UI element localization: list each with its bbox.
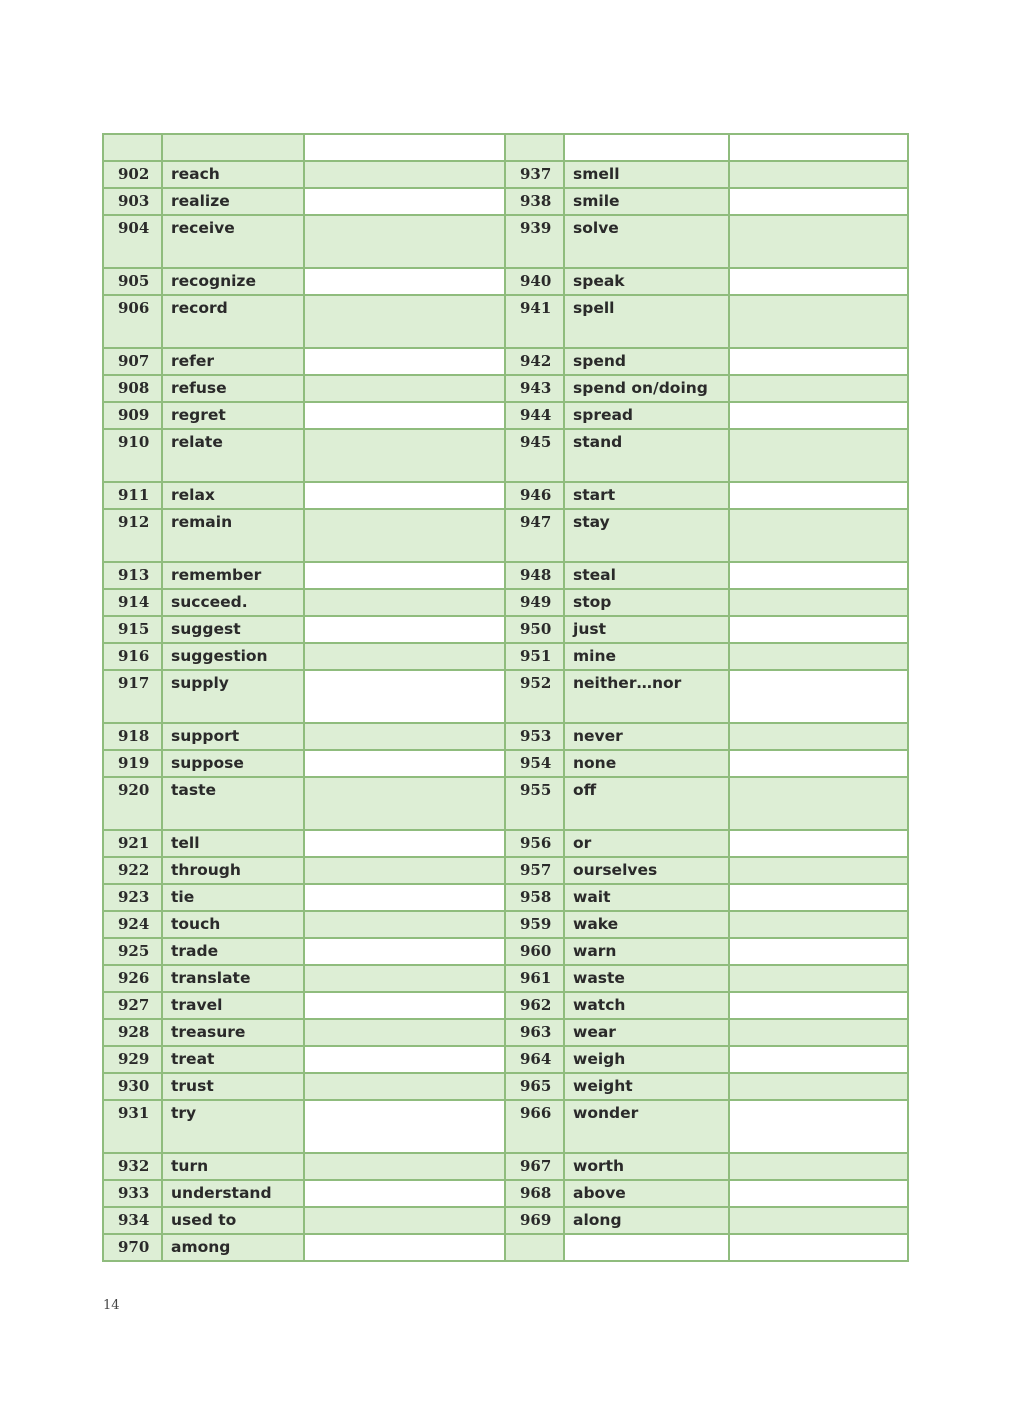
meaning-cell — [304, 670, 505, 723]
table-row — [103, 348, 908, 375]
word-number: 957 — [505, 857, 564, 884]
meaning-cell — [729, 911, 908, 938]
meaning-cell — [729, 830, 908, 857]
word-number: 916 — [103, 643, 162, 670]
table-row — [103, 562, 908, 589]
word-number: 905 — [103, 268, 162, 295]
meaning-cell — [304, 161, 505, 188]
word: recognize — [162, 268, 304, 295]
table-row — [103, 589, 908, 616]
word: stand — [564, 429, 729, 482]
table-row — [103, 777, 908, 830]
word-number: 931 — [103, 1100, 162, 1153]
meaning-cell — [729, 938, 908, 965]
meaning-cell — [304, 295, 505, 348]
word-number: 969 — [505, 1207, 564, 1234]
meaning-cell — [729, 589, 908, 616]
table-row — [103, 1073, 908, 1100]
word: travel — [162, 992, 304, 1019]
word: used to — [162, 1207, 304, 1234]
word: suggestion — [162, 643, 304, 670]
word: stay — [564, 509, 729, 562]
word-number — [505, 1234, 564, 1261]
word-number: 941 — [505, 295, 564, 348]
word-number: 912 — [103, 509, 162, 562]
meaning-cell — [729, 965, 908, 992]
word-number: 968 — [505, 1180, 564, 1207]
vocabulary-table — [102, 133, 909, 1262]
word: stop — [564, 589, 729, 616]
meaning-cell — [304, 1019, 505, 1046]
meaning-cell — [304, 562, 505, 589]
table-row — [103, 1153, 908, 1180]
word-number: 926 — [103, 965, 162, 992]
meaning-cell — [729, 723, 908, 750]
word-number: 934 — [103, 1207, 162, 1234]
word-number: 940 — [505, 268, 564, 295]
word-number: 932 — [103, 1153, 162, 1180]
word-number: 962 — [505, 992, 564, 1019]
meaning-cell — [304, 215, 505, 268]
meaning-cell — [304, 429, 505, 482]
meaning-cell — [304, 1100, 505, 1153]
word: support — [162, 723, 304, 750]
meaning-cell — [729, 1234, 908, 1261]
word: refuse — [162, 375, 304, 402]
word — [162, 134, 304, 161]
table-row — [103, 1180, 908, 1207]
meaning-cell — [304, 402, 505, 429]
word: suppose — [162, 750, 304, 777]
meaning-cell — [729, 215, 908, 268]
word: taste — [162, 777, 304, 830]
word-number: 924 — [103, 911, 162, 938]
word: realize — [162, 188, 304, 215]
word-number: 919 — [103, 750, 162, 777]
meaning-cell — [729, 188, 908, 215]
word: ourselves — [564, 857, 729, 884]
word: start — [564, 482, 729, 509]
meaning-cell — [304, 1234, 505, 1261]
word: record — [162, 295, 304, 348]
word-number: 908 — [103, 375, 162, 402]
word: translate — [162, 965, 304, 992]
table-row — [103, 134, 908, 161]
word-number: 950 — [505, 616, 564, 643]
table-row — [103, 965, 908, 992]
word: touch — [162, 911, 304, 938]
meaning-cell — [304, 911, 505, 938]
word: spell — [564, 295, 729, 348]
meaning-cell — [304, 938, 505, 965]
meaning-cell — [304, 482, 505, 509]
word: regret — [162, 402, 304, 429]
word — [564, 134, 729, 161]
vocabulary-table-body — [103, 134, 908, 1261]
meaning-cell — [729, 402, 908, 429]
word-number: 949 — [505, 589, 564, 616]
word-number: 906 — [103, 295, 162, 348]
meaning-cell — [729, 643, 908, 670]
word: spend on/doing — [564, 375, 729, 402]
meaning-cell — [304, 857, 505, 884]
table-row — [103, 215, 908, 268]
meaning-cell — [304, 643, 505, 670]
word: above — [564, 1180, 729, 1207]
word-number: 960 — [505, 938, 564, 965]
word: tell — [162, 830, 304, 857]
word: weigh — [564, 1046, 729, 1073]
word-number: 922 — [103, 857, 162, 884]
word-number: 921 — [103, 830, 162, 857]
word-number: 917 — [103, 670, 162, 723]
word: remain — [162, 509, 304, 562]
word-number: 961 — [505, 965, 564, 992]
word: warn — [564, 938, 729, 965]
word: solve — [564, 215, 729, 268]
word-number: 952 — [505, 670, 564, 723]
table-row — [103, 938, 908, 965]
meaning-cell — [729, 134, 908, 161]
word: refer — [162, 348, 304, 375]
meaning-cell — [729, 375, 908, 402]
word: trade — [162, 938, 304, 965]
table-row — [103, 295, 908, 348]
meaning-cell — [729, 429, 908, 482]
meaning-cell — [304, 268, 505, 295]
word-number: 959 — [505, 911, 564, 938]
word: among — [162, 1234, 304, 1261]
word: weight — [564, 1073, 729, 1100]
word: understand — [162, 1180, 304, 1207]
word-number: 951 — [505, 643, 564, 670]
table-row — [103, 1234, 908, 1261]
meaning-cell — [729, 1019, 908, 1046]
word: spread — [564, 402, 729, 429]
table-row — [103, 911, 908, 938]
word-number: 958 — [505, 884, 564, 911]
word-number: 928 — [103, 1019, 162, 1046]
meaning-cell — [729, 1153, 908, 1180]
word: speak — [564, 268, 729, 295]
word-number: 902 — [103, 161, 162, 188]
meaning-cell — [729, 1073, 908, 1100]
word: wake — [564, 911, 729, 938]
word-number: 943 — [505, 375, 564, 402]
word: trust — [162, 1073, 304, 1100]
meaning-cell — [729, 161, 908, 188]
meaning-cell — [304, 777, 505, 830]
meaning-cell — [729, 1207, 908, 1234]
table-row — [103, 482, 908, 509]
word-number: 965 — [505, 1073, 564, 1100]
table-row — [103, 161, 908, 188]
word-number: 915 — [103, 616, 162, 643]
word: smell — [564, 161, 729, 188]
word-number: 907 — [103, 348, 162, 375]
meaning-cell — [729, 348, 908, 375]
meaning-cell — [304, 965, 505, 992]
word-number: 913 — [103, 562, 162, 589]
meaning-cell — [304, 134, 505, 161]
table-row — [103, 992, 908, 1019]
word-number: 918 — [103, 723, 162, 750]
meaning-cell — [729, 509, 908, 562]
word: remember — [162, 562, 304, 589]
table-row — [103, 509, 908, 562]
meaning-cell — [729, 1180, 908, 1207]
table-row — [103, 884, 908, 911]
word: relate — [162, 429, 304, 482]
table-row — [103, 429, 908, 482]
word-number: 948 — [505, 562, 564, 589]
word: through — [162, 857, 304, 884]
table-row — [103, 750, 908, 777]
word-number: 938 — [505, 188, 564, 215]
word-number: 955 — [505, 777, 564, 830]
word: succeed. — [162, 589, 304, 616]
word: neither…nor — [564, 670, 729, 723]
word: smile — [564, 188, 729, 215]
word-number: 930 — [103, 1073, 162, 1100]
word: supply — [162, 670, 304, 723]
word: off — [564, 777, 729, 830]
word-number: 967 — [505, 1153, 564, 1180]
table-row — [103, 830, 908, 857]
word: mine — [564, 643, 729, 670]
meaning-cell — [304, 348, 505, 375]
word-number: 956 — [505, 830, 564, 857]
table-row — [103, 402, 908, 429]
meaning-cell — [304, 1180, 505, 1207]
word-number: 933 — [103, 1180, 162, 1207]
word-number: 946 — [505, 482, 564, 509]
table-row — [103, 857, 908, 884]
meaning-cell — [729, 750, 908, 777]
word: suggest — [162, 616, 304, 643]
word: relax — [162, 482, 304, 509]
word-number: 966 — [505, 1100, 564, 1153]
word-number: 914 — [103, 589, 162, 616]
word: watch — [564, 992, 729, 1019]
word: tie — [162, 884, 304, 911]
word — [564, 1234, 729, 1261]
word: worth — [564, 1153, 729, 1180]
word-number: 923 — [103, 884, 162, 911]
meaning-cell — [729, 992, 908, 1019]
word: waste — [564, 965, 729, 992]
word-number: 953 — [505, 723, 564, 750]
meaning-cell — [729, 268, 908, 295]
meaning-cell — [304, 1046, 505, 1073]
table-row — [103, 375, 908, 402]
meaning-cell — [304, 830, 505, 857]
table-row — [103, 616, 908, 643]
meaning-cell — [729, 295, 908, 348]
word: never — [564, 723, 729, 750]
word-number: 945 — [505, 429, 564, 482]
meaning-cell — [729, 1100, 908, 1153]
word: or — [564, 830, 729, 857]
meaning-cell — [304, 1207, 505, 1234]
word-number: 937 — [505, 161, 564, 188]
word-number: 944 — [505, 402, 564, 429]
table-row — [103, 268, 908, 295]
word: just — [564, 616, 729, 643]
word-number: 903 — [103, 188, 162, 215]
word-number: 920 — [103, 777, 162, 830]
word: wonder — [564, 1100, 729, 1153]
word: steal — [564, 562, 729, 589]
table-row — [103, 670, 908, 723]
meaning-cell — [729, 777, 908, 830]
meaning-cell — [304, 616, 505, 643]
meaning-cell — [729, 884, 908, 911]
table-row — [103, 1019, 908, 1046]
word: spend — [564, 348, 729, 375]
meaning-cell — [729, 562, 908, 589]
word: reach — [162, 161, 304, 188]
table-row — [103, 188, 908, 215]
word-number: 954 — [505, 750, 564, 777]
word-number — [505, 134, 564, 161]
meaning-cell — [304, 884, 505, 911]
word-number: 925 — [103, 938, 162, 965]
page-number: 14 — [103, 1298, 120, 1313]
meaning-cell — [729, 616, 908, 643]
word-number: 927 — [103, 992, 162, 1019]
meaning-cell — [304, 1153, 505, 1180]
word-number: 942 — [505, 348, 564, 375]
table-row — [103, 1207, 908, 1234]
meaning-cell — [729, 482, 908, 509]
word: treat — [162, 1046, 304, 1073]
meaning-cell — [304, 1073, 505, 1100]
word-number: 947 — [505, 509, 564, 562]
word-number: 904 — [103, 215, 162, 268]
word-number: 970 — [103, 1234, 162, 1261]
word: try — [162, 1100, 304, 1153]
meaning-cell — [304, 723, 505, 750]
word-number: 963 — [505, 1019, 564, 1046]
meaning-cell — [729, 1046, 908, 1073]
word: treasure — [162, 1019, 304, 1046]
word: turn — [162, 1153, 304, 1180]
word: wear — [564, 1019, 729, 1046]
word-number: 910 — [103, 429, 162, 482]
meaning-cell — [304, 992, 505, 1019]
word-number: 939 — [505, 215, 564, 268]
word-number: 909 — [103, 402, 162, 429]
meaning-cell — [304, 750, 505, 777]
word: none — [564, 750, 729, 777]
word: along — [564, 1207, 729, 1234]
table-row — [103, 1046, 908, 1073]
meaning-cell — [729, 857, 908, 884]
meaning-cell — [304, 589, 505, 616]
table-row — [103, 643, 908, 670]
word-number: 929 — [103, 1046, 162, 1073]
meaning-cell — [304, 509, 505, 562]
word-number: 911 — [103, 482, 162, 509]
meaning-cell — [729, 670, 908, 723]
table-row — [103, 1100, 908, 1153]
word: receive — [162, 215, 304, 268]
table-row — [103, 723, 908, 750]
meaning-cell — [304, 375, 505, 402]
word-number: 964 — [505, 1046, 564, 1073]
word: wait — [564, 884, 729, 911]
meaning-cell — [304, 188, 505, 215]
word-number — [103, 134, 162, 161]
